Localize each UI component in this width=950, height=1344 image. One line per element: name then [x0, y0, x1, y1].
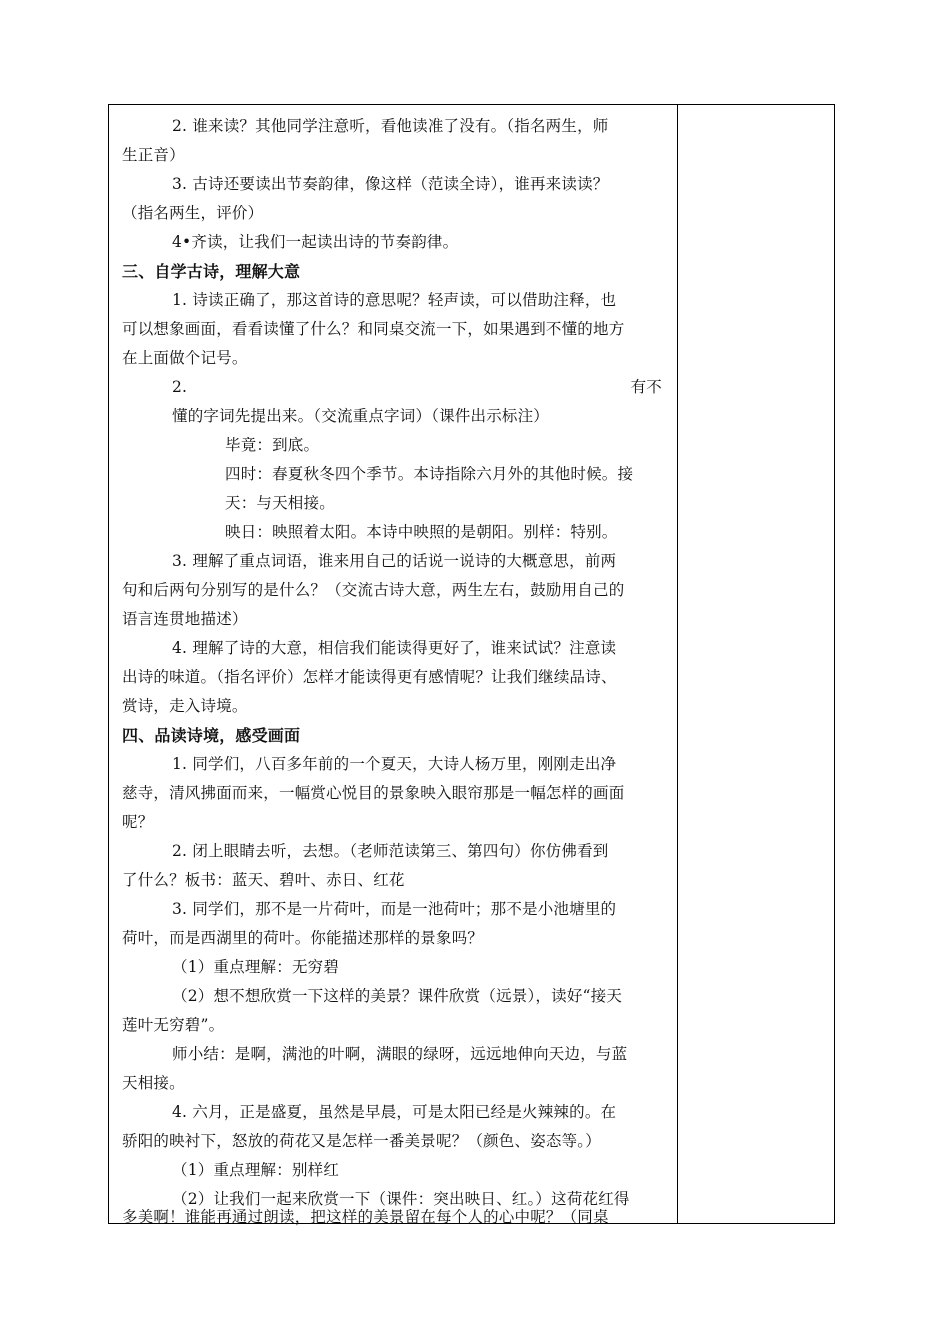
text-line: 1. 诗读正确了，那这首诗的意思呢？轻声读，可以借助注释，也 [172, 291, 617, 309]
text-line: （2）让我们一起来欣赏一下（课件：突出映日、红。）这荷花红得 [172, 1190, 630, 1208]
text-line: 四时：春夏秋冬四个季节。本诗指除六月外的其他时候。接 [225, 465, 634, 483]
cut-off-line [122, 1208, 667, 1226]
text-line: 慈寺，清风拂面而来，一幅赏心悦目的景象映入眼帘那是一幅怎样的画面 [122, 784, 625, 802]
text-line: 莲叶无穷碧”。 [122, 1016, 225, 1034]
text-line: （1）重点理解：无穷碧 [172, 958, 340, 976]
lesson-content-cell [122, 112, 667, 1214]
text-line: 语言连贯地描述） [122, 610, 248, 628]
text-line: 天：与天相接。 [225, 494, 335, 512]
text-line: 生正音） [122, 146, 185, 164]
text-line: 4. 理解了诗的大意，相信我们能读得更好了，谁来试试？注意读 [172, 639, 617, 657]
text-line: 4•齐读，让我们一起读出诗的节奏韵律。 [172, 233, 459, 251]
text-line: 懂的字词先提出来。（交流重点字词）（课件出示标注） [172, 407, 550, 425]
text-line: 句和后两句分别写的是什么？（交流古诗大意，两生左右，鼓励用自己的 [122, 581, 625, 599]
text-line: （1）重点理解：别样红 [172, 1161, 340, 1179]
text-line: 2. 谁来读？其他同学注意听，看他读准了没有。（指名两生，师 [172, 117, 609, 135]
text-line: 荷叶，而是西湖里的荷叶。你能描述那样的景象吗？ [122, 929, 484, 947]
section-heading: 四、品读诗境，感受画面 [122, 726, 301, 745]
text-line-split [122, 373, 662, 402]
text-line: 4. 六月，正是盛夏，虽然是早晨，可是太阳已经是火辣辣的。在 [172, 1103, 617, 1121]
text-line: 呢？ [122, 813, 154, 831]
text-line: 骄阳的映衬下，怒放的荷花又是怎样一番美景呢？（颜色、姿态等。） [122, 1132, 601, 1150]
text-line: 3. 同学们，那不是一片荷叶，而是一池荷叶；那不是小池塘里的 [172, 900, 617, 918]
text-line: 出诗的味道。（指名评价）怎样才能读得更有感情呢？让我们继续品诗、 [122, 668, 617, 686]
text-line: 3. 理解了重点词语，谁来用自己的话说一说诗的大概意思，前两 [172, 552, 617, 570]
text-line: 了什么？板书：蓝天、碧叶、赤日、红花 [122, 871, 405, 889]
text-line: 3. 古诗还要读出节奏韵律，像这样（范读全诗），谁再来读读？ [172, 175, 609, 193]
section-heading: 三、自学古诗，理解大意 [122, 262, 301, 281]
text-line: 在上面做个记号。 [122, 349, 248, 367]
text-line: 赏诗，走入诗境。 [122, 697, 248, 715]
text-line: 天相接。 [122, 1074, 185, 1092]
text-line: 师小结：是啊，满池的叶啊，满眼的绿呀，远远地伸向天边，与蓝 [172, 1045, 628, 1063]
text-line: 1. 同学们，八百多年前的一个夏天，大诗人杨万里，刚刚走出净 [172, 755, 617, 773]
text-line: 毕竟：到底。 [225, 436, 320, 454]
text-line: 2. 闭上眼睛去听，去想。（老师范读第三、第四句）你仿佛看到 [172, 842, 609, 860]
text-line-cut-off: 多美啊！谁能再通过朗读，把这样的美景留在每个人的心中呢？（同桌 [122, 1208, 609, 1226]
text-line: （指名两生，评价） [122, 204, 264, 222]
text-line: 映日：映照着太阳。本诗中映照的是朝阳。别样：特别。 [225, 523, 618, 541]
table-column-divider [677, 104, 678, 1224]
text-line: （2）想不想欣赏一下这样的美景？课件欣赏（远景），读好“接天 [172, 987, 623, 1005]
text-line: 可以想象画面，看看读懂了什么？和同桌交流一下，如果遇到不懂的地方 [122, 320, 625, 338]
split-right-text: 有不 [630, 378, 662, 396]
split-left-text: 2. [172, 378, 188, 396]
